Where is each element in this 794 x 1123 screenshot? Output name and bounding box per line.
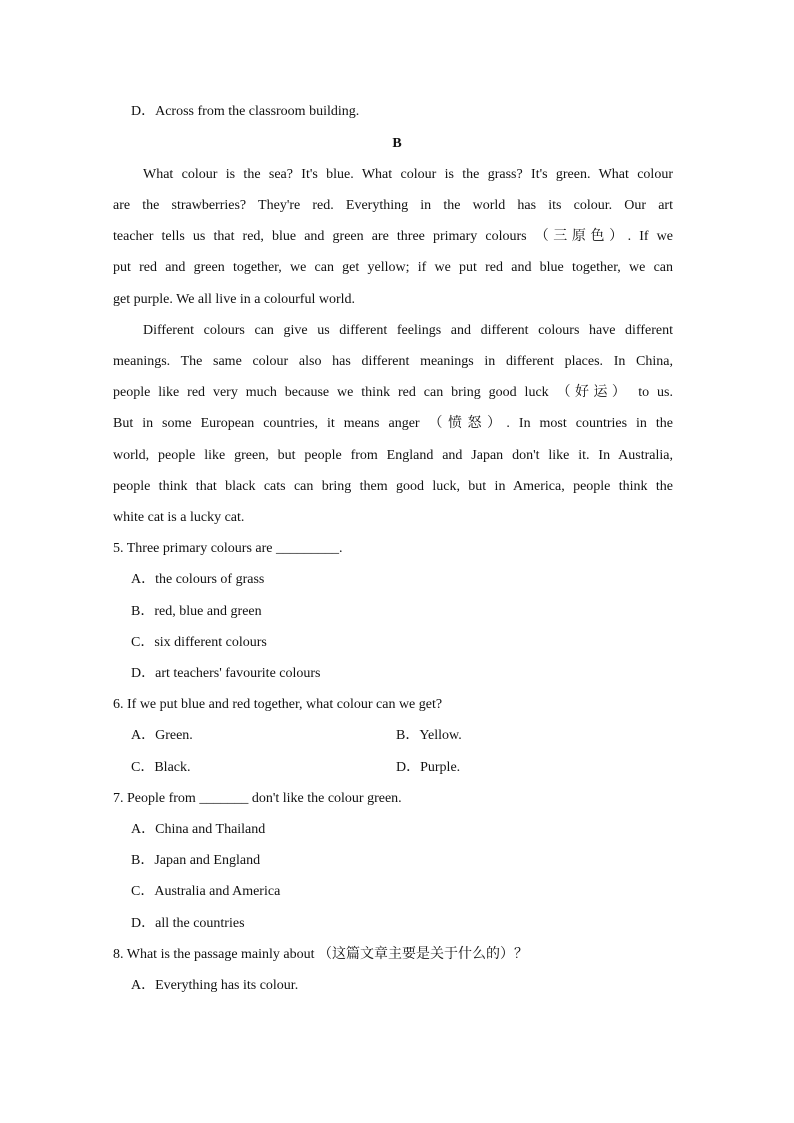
passage-line: get purple. We all live in a colourful world. bbox=[113, 292, 355, 307]
passage-line: What colour is the sea? It's blue. What colour is the grass? It's green. What colour bbox=[143, 167, 673, 182]
passage-line: But in some European countries, it means anger （愤怒）. In most countries in the bbox=[113, 416, 673, 431]
passage-line: white cat is a lucky cat. bbox=[113, 510, 245, 525]
option-b[interactable]: B．red, blue and green bbox=[131, 604, 262, 619]
option-b[interactable]: B．Yellow. bbox=[396, 728, 462, 743]
option-d[interactable]: D．art teachers' favourite colours bbox=[131, 666, 321, 681]
option-a[interactable]: A．Everything has its colour. bbox=[131, 978, 299, 993]
passage-line: put red and green together, we can get yellow; if we put red and blue together, we can bbox=[113, 260, 673, 275]
option-d[interactable]: D．Purple. bbox=[396, 760, 461, 775]
passage-line: people like red very much because we think red can bring good luck （好运） to us. bbox=[113, 385, 673, 400]
option-c[interactable]: C．six different colours bbox=[131, 635, 267, 650]
passage-line: Different colours can give us different feelings and different colours have different bbox=[143, 323, 673, 338]
question-stem: 5. Three primary colours are _________. bbox=[113, 541, 343, 556]
option-b[interactable]: B．Japan and England bbox=[131, 853, 261, 868]
option-a[interactable]: A．China and Thailand bbox=[131, 822, 266, 837]
option-c[interactable]: C．Australia and America bbox=[131, 884, 281, 899]
question-stem: 6. If we put blue and red together, what colour can we get? bbox=[113, 697, 443, 712]
option-c[interactable]: C．Black. bbox=[131, 760, 191, 775]
passage-line: are the strawberries? They're red. Everything in the world has its colour. Our art bbox=[113, 198, 673, 213]
prev-option-d: D．Across from the classroom building. bbox=[131, 104, 360, 119]
passage-line: people think that black cats can bring them good luck, but in America, people think the bbox=[113, 479, 673, 494]
passage-line: meanings. The same colour also has different meanings in different places. In China, bbox=[113, 354, 673, 369]
option-a[interactable]: A．the colours of grass bbox=[131, 572, 265, 587]
option-a[interactable]: A．Green. bbox=[131, 728, 193, 743]
question-stem: 7. People from _______ don't like the colour green. bbox=[113, 791, 402, 806]
passage-line: teacher tells us that red, blue and green are three primary colours （三原色）. If we bbox=[113, 229, 673, 244]
question-stem: 8. What is the passage mainly about （这篇文章主要是关于什么的）？ bbox=[113, 947, 529, 962]
passage-line: world, people like green, but people from England and Japan don't like it. In Australia, bbox=[113, 448, 673, 463]
option-d[interactable]: D．all the countries bbox=[131, 916, 245, 931]
section-title: B bbox=[392, 136, 402, 151]
